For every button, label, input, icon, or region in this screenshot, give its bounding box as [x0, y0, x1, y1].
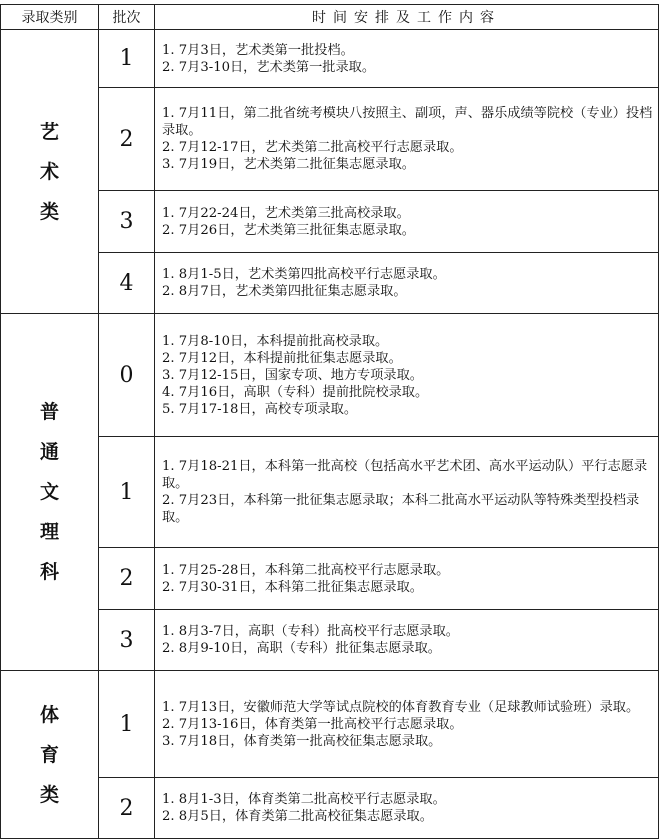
schedule-item: 5. 7月17-18日，高校专项录取。	[162, 401, 358, 417]
schedule-items	[155, 88, 659, 191]
schedule-items	[155, 778, 659, 839]
schedule-item: 2. 7月30-31日，本科第二批征集志愿录取。	[162, 579, 423, 595]
schedule-item: 2. 8月7日，艺术类第四批征集志愿录取。	[162, 284, 407, 299]
schedule-item: 1. 7月18-21日，本科第一批高校（包括高水平艺术团、高水平运动队）平行志愿录取。	[162, 459, 648, 491]
table-row	[1, 671, 659, 778]
schedule-items	[155, 548, 659, 610]
category-char: 文	[39, 481, 59, 503]
batch-number: 2	[99, 548, 155, 610]
schedule-item: 2. 8月9-10日，高职（专科）批征集志愿录取。	[162, 641, 441, 656]
schedule-item: 1. 7月3日，艺术类第一批投档。	[162, 42, 354, 58]
header-batch: 批次	[99, 5, 155, 30]
category-char: 术	[39, 160, 59, 183]
category-char: 体	[39, 703, 59, 726]
table-row	[1, 548, 659, 610]
schedule-item: 3. 7月12-15日，国家专项、地方专项录取。	[162, 367, 423, 383]
table-body	[1, 30, 659, 839]
schedule-items	[155, 437, 659, 548]
schedule-item: 3. 7月18日，体育类第一批高校征集志愿录取。	[162, 733, 442, 749]
table-header-row	[1, 5, 659, 30]
schedule-item: 2. 7月13-16日，体育类第一批高校平行志愿录取。	[162, 716, 463, 732]
schedule-item: 1. 8月1-5日，艺术类第四批高校平行志愿录取。	[162, 267, 446, 282]
schedule-item: 2. 7月3-10日，艺术类第一批录取。	[162, 59, 376, 75]
schedule-item: 2. 8月5日，体育类第二批高校征集志愿录取。	[162, 809, 433, 824]
schedule-item: 1. 7月22-24日，艺术类第三批高校录取。	[162, 205, 410, 221]
table-row	[1, 610, 659, 671]
schedule-item: 1. 7月25-28日，本科第二批高校平行志愿录取。	[162, 562, 450, 578]
category-char: 理	[39, 521, 59, 543]
batch-number: 4	[99, 253, 155, 314]
category-char: 艺	[39, 120, 59, 143]
batch-number: 2	[99, 778, 155, 839]
schedule-items	[155, 253, 659, 314]
category-char: 育	[39, 743, 59, 766]
table-row	[1, 88, 659, 191]
batch-number: 0	[99, 314, 155, 437]
category-char: 类	[39, 200, 59, 223]
header-category: 录取类别	[1, 5, 99, 30]
schedule-item: 4. 7月16日，高职（专科）提前批院校录取。	[162, 384, 429, 400]
schedule-item: 3. 7月19日，艺术类第二批征集志愿录取。	[162, 157, 415, 172]
category-sports	[1, 671, 99, 839]
admission-schedule-table	[0, 4, 659, 839]
table-row	[1, 30, 659, 88]
schedule-items	[155, 191, 659, 253]
table-row	[1, 778, 659, 839]
category-general	[1, 314, 99, 671]
batch-number: 3	[99, 191, 155, 253]
category-art	[1, 30, 99, 314]
table-row	[1, 253, 659, 314]
category-char: 通	[39, 441, 59, 463]
table-row	[1, 437, 659, 548]
batch-number: 1	[99, 671, 155, 778]
table-row	[1, 191, 659, 253]
schedule-item: 1. 8月3-7日，高职（专科）批高校平行志愿录取。	[162, 624, 459, 639]
table-row	[1, 314, 659, 437]
batch-number: 1	[99, 30, 155, 88]
batch-number: 3	[99, 610, 155, 671]
category-char: 科	[39, 561, 59, 583]
category-char: 普	[39, 401, 59, 423]
schedule-item: 1. 8月1-3日，体育类第二批高校平行志愿录取。	[162, 792, 446, 807]
schedule-item: 1. 7月13日，安徽师范大学等试点院校的体育教育专业（足球教师试验班）录取。	[162, 699, 640, 715]
schedule-item: 2. 7月26日，艺术类第三批征集志愿录取。	[162, 222, 415, 238]
schedule-item: 1. 7月11日，第二批省统考模块八按照主、副项，声、器乐成绩等院校（专业）投档录取。	[162, 106, 653, 138]
schedule-item: 1. 7月8-10日，本科提前批高校录取。	[162, 333, 389, 349]
header-content: 时间安排及工作内容	[155, 5, 659, 30]
schedule-items	[155, 314, 659, 437]
schedule-item: 2. 7月12-17日，艺术类第二批高校平行志愿录取。	[162, 140, 463, 155]
category-char: 类	[39, 783, 59, 806]
batch-number: 2	[99, 88, 155, 191]
schedule-item: 2. 7月23日，本科第一批征集志愿录取；本科二批高水平运动队等特殊类型投档录取。	[162, 493, 640, 525]
schedule-item: 2. 7月12日，本科提前批征集志愿录取。	[162, 350, 402, 366]
schedule-items	[155, 671, 659, 778]
schedule-items	[155, 30, 659, 88]
schedule-items	[155, 610, 659, 671]
batch-number: 1	[99, 437, 155, 548]
